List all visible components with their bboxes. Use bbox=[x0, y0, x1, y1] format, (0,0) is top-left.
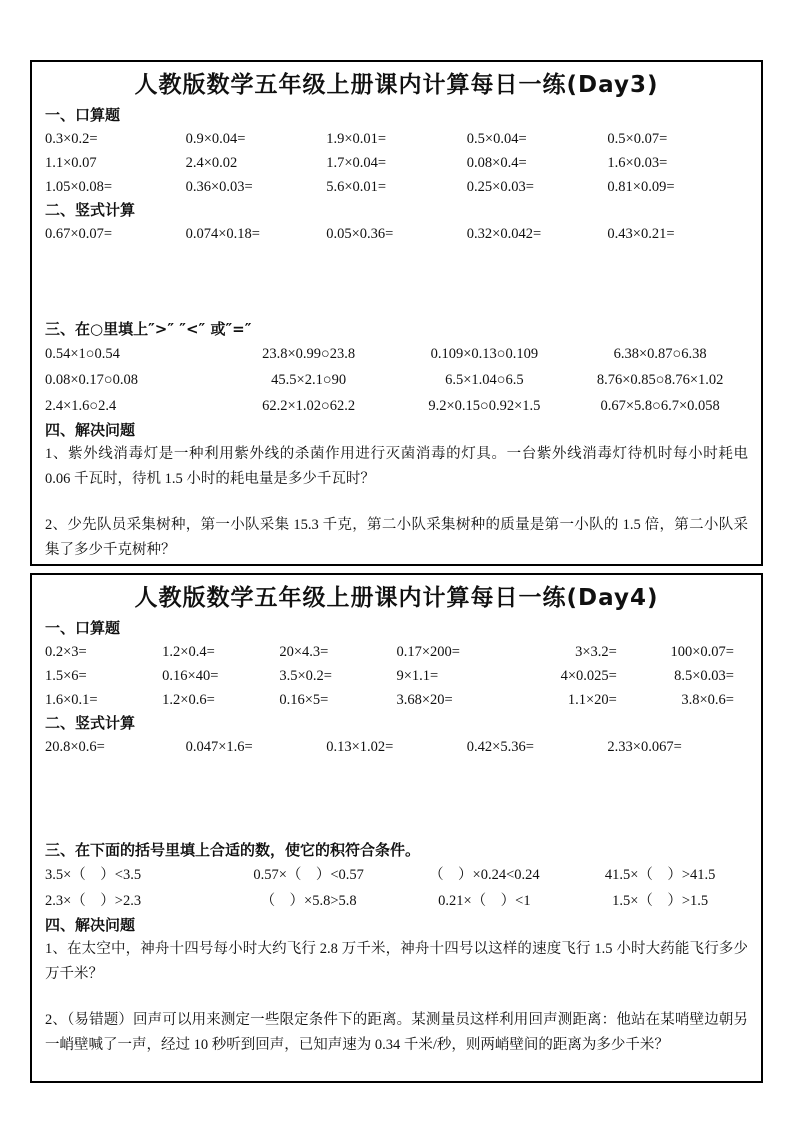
oral-problem: 20×4.3= bbox=[279, 644, 329, 660]
fill-problem: 0.21×（ ）<1 bbox=[438, 893, 531, 909]
day3-title: 人教版数学五年级上册课内计算每日一练(Day3) bbox=[134, 72, 659, 98]
day3-worksheet bbox=[30, 60, 763, 566]
day4-title: 人教版数学五年级上册课内计算每日一练(Day4) bbox=[134, 585, 659, 611]
oral-problem: 8.5×0.03= bbox=[674, 668, 734, 684]
oral-problem: 0.16×40= bbox=[162, 668, 219, 684]
day4-fill-row-2 bbox=[45, 888, 748, 914]
day3-compare-row-1 bbox=[45, 341, 748, 367]
oral-problem: 1.7×0.04= bbox=[326, 155, 387, 171]
compare-problem: 0.08×0.17○0.08 bbox=[45, 372, 139, 388]
vertical-problem: 20.8×0.6= bbox=[45, 739, 105, 755]
day4-oral-heading: 一、口算题 bbox=[45, 619, 121, 637]
oral-problem: 0.2×3= bbox=[45, 644, 87, 660]
day4-oral-row-1 bbox=[45, 640, 748, 664]
oral-problem: 9×1.1= bbox=[396, 668, 439, 684]
day4-word-problem-1: 1、在太空中，神舟十四号每小时大约飞行 2.8 万千米，神舟十四号以这样的速度飞行 1.5 小时大药能飞行多少万千米？ bbox=[45, 941, 748, 982]
vertical-problem: 0.074×0.18= bbox=[185, 226, 260, 242]
day4-word-problem-2: 2、（易错题）回声可以用来测定一些限定条件下的距离。某测量员这样利用回声测距离：他站在某哨壁边朝另一峭壁喊了一声，经过 10 秒听到回声，已知声速为 0.34 千米/秒，则两峭壁间的距离为多少千米？ bbox=[45, 1012, 748, 1053]
oral-problem: 1.6×0.03= bbox=[607, 155, 668, 171]
day3-vertical-row bbox=[45, 222, 748, 246]
day3-word-gap bbox=[45, 492, 748, 513]
oral-problem: 0.9×0.04= bbox=[185, 131, 246, 147]
oral-problem: 5.6×0.01= bbox=[326, 179, 387, 195]
oral-problem: 1.1×20= bbox=[567, 692, 617, 708]
compare-problem: 62.2×1.02○62.2 bbox=[262, 398, 356, 414]
oral-problem: 0.5×0.04= bbox=[466, 131, 527, 147]
day3-compare-heading: 三、在○里填上″>″ ″<″ 或″=″ bbox=[45, 320, 252, 338]
day3-compare-row-3 bbox=[45, 393, 748, 419]
oral-problem: 0.16×5= bbox=[279, 692, 329, 708]
day4-vertical-heading: 二、竖式计算 bbox=[45, 714, 136, 732]
oral-problem: 1.05×0.08= bbox=[45, 179, 113, 195]
day3-oral-row-2 bbox=[45, 151, 748, 175]
day4-oral-row-3 bbox=[45, 688, 748, 712]
oral-problem: 0.5×0.07= bbox=[607, 131, 668, 147]
fill-problem: 41.5×（ ）>41.5 bbox=[604, 867, 716, 883]
oral-problem: 100×0.07= bbox=[670, 644, 734, 660]
compare-problem: 6.5×1.04○6.5 bbox=[445, 372, 524, 388]
oral-problem: 3.68×20= bbox=[396, 692, 453, 708]
vertical-problem: 0.047×1.6= bbox=[185, 739, 253, 755]
oral-problem: 0.17×200= bbox=[396, 644, 460, 660]
day3-word-heading: 四、解决问题 bbox=[45, 421, 136, 439]
day4-fill-heading: 三、在下面的括号里填上合适的数，使它的积符合条件。 bbox=[45, 841, 421, 859]
day4-oral-row-2 bbox=[45, 664, 748, 688]
day4-vertical-row bbox=[45, 735, 748, 759]
oral-problem: 0.81×0.09= bbox=[607, 179, 675, 195]
oral-problem: 3×3.2= bbox=[575, 644, 617, 660]
day3-oral-row-3 bbox=[45, 175, 748, 199]
fill-problem: 3.5×（ ）<3.5 bbox=[45, 867, 142, 883]
oral-problem: 1.9×0.01= bbox=[326, 131, 387, 147]
day4-word-heading: 四、解决问题 bbox=[45, 916, 136, 934]
day4-fill-row-1 bbox=[45, 862, 748, 888]
oral-problem: 0.08×0.4= bbox=[466, 155, 527, 171]
fill-problem: 0.57×（ ）<0.57 bbox=[253, 867, 364, 883]
fill-problem: 2.3×（ ）>2.3 bbox=[45, 893, 142, 909]
day3-working-space bbox=[45, 246, 748, 318]
day4-working-space bbox=[45, 759, 748, 839]
oral-problem: 0.25×0.03= bbox=[466, 179, 534, 195]
vertical-problem: 0.13×1.02= bbox=[326, 739, 394, 755]
compare-problem: 0.67×5.8○6.7×0.058 bbox=[600, 398, 720, 414]
day3-word-problem-2: 2、少先队员采集树种，第一小队采集 15.3 千克，第二小队采集树种的质量是第一小队的 1.5 倍，第二小队采集了多少千克树种？ bbox=[45, 517, 748, 558]
day4-word-gap bbox=[45, 987, 748, 1008]
vertical-problem: 0.05×0.36= bbox=[326, 226, 394, 242]
oral-problem: 1.1×0.07 bbox=[45, 155, 97, 171]
day3-compare-row-2 bbox=[45, 367, 748, 393]
oral-problem: 1.6×0.1= bbox=[45, 692, 98, 708]
oral-problem: 4×0.025= bbox=[560, 668, 617, 684]
day3-oral-row-1 bbox=[45, 127, 748, 151]
vertical-problem: 0.32×0.042= bbox=[466, 226, 542, 242]
compare-problem: 9.2×0.15○0.92×1.5 bbox=[428, 398, 541, 414]
compare-problem: 8.76×0.85○8.76×1.02 bbox=[596, 372, 724, 388]
oral-problem: 2.4×0.02 bbox=[185, 155, 238, 171]
compare-problem: 0.109×0.13○0.109 bbox=[430, 346, 539, 362]
day3-word-problem-1: 1、紫外线消毒灯是一种利用紫外线的杀菌作用进行灭菌消毒的灯具。一台紫外线消毒灯待机时每小时耗电 0.06 千瓦时，待机 1.5 小时的耗电量是多少千瓦时？ bbox=[45, 446, 748, 487]
compare-problem: 45.5×2.1○90 bbox=[271, 372, 347, 388]
vertical-problem: 2.33×0.067= bbox=[607, 739, 682, 755]
oral-problem: 3.5×0.2= bbox=[279, 668, 332, 684]
compare-problem: 2.4×1.6○2.4 bbox=[45, 398, 117, 414]
day3-vertical-heading: 二、竖式计算 bbox=[45, 201, 136, 219]
compare-problem: 23.8×0.99○23.8 bbox=[262, 346, 356, 362]
compare-problem: 6.38×0.87○6.38 bbox=[613, 346, 707, 362]
vertical-problem: 0.42×5.36= bbox=[466, 739, 534, 755]
fill-problem: （ ）×0.24<0.24 bbox=[429, 867, 540, 883]
oral-problem: 3.8×0.6= bbox=[681, 692, 734, 708]
oral-problem: 0.36×0.03= bbox=[185, 179, 253, 195]
oral-problem: 1.5×6= bbox=[45, 668, 87, 684]
oral-problem: 1.2×0.6= bbox=[162, 692, 215, 708]
oral-problem: 1.2×0.4= bbox=[162, 644, 215, 660]
fill-problem: （ ）×5.8>5.8 bbox=[260, 893, 357, 909]
vertical-problem: 0.43×0.21= bbox=[607, 226, 675, 242]
vertical-problem: 0.67×0.07= bbox=[45, 226, 113, 242]
day4-worksheet bbox=[30, 573, 763, 1083]
compare-problem: 0.54×1○0.54 bbox=[45, 346, 120, 362]
fill-problem: 1.5×（ ）>1.5 bbox=[612, 893, 709, 909]
oral-problem: 0.3×0.2= bbox=[45, 131, 98, 147]
day3-oral-heading: 一、口算题 bbox=[45, 106, 121, 124]
